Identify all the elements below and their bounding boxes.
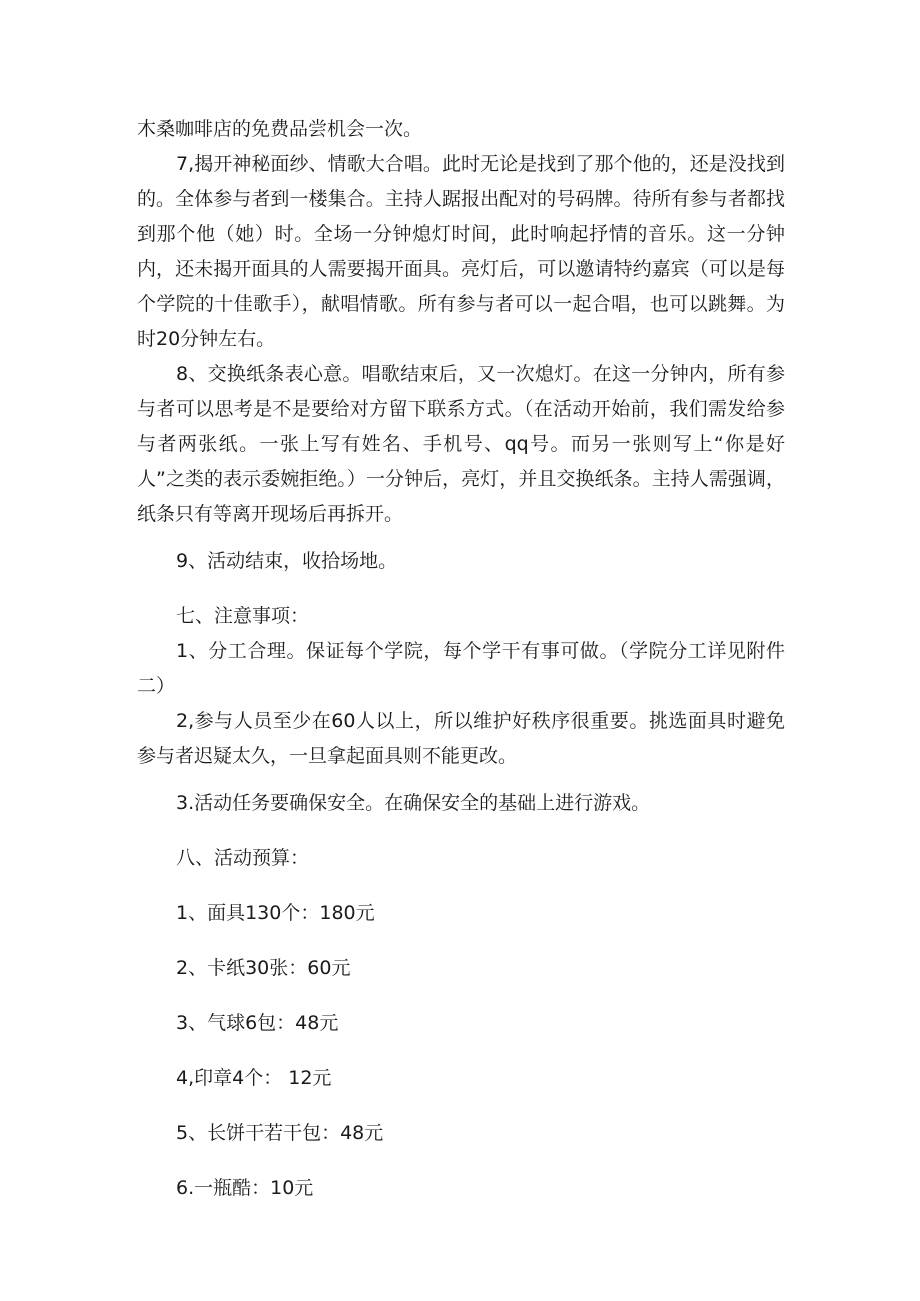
note-item-3: 3.活动任务要确保安全。在确保安全的基础上进行游戏。 [176,792,651,814]
note-item-2: 2,参与人员至少在60人以上，所以维护好秩序很重要。挑选面具时避免参与者迟疑太久，一旦拿起面具则不能更改。 [137,710,785,767]
budget-item-2: 2、卡纸30张：60元 [176,957,351,979]
budget-item-3: 3、气球6包：48元 [176,1012,339,1034]
budget-item-5: 5、长饼干若干包：48元 [176,1122,384,1144]
section-heading-budget: 八、活动预算： [176,847,310,869]
budget-item-1: 1、面具130个：180元 [176,902,375,924]
section-heading-notes: 七、注意事项： [176,605,310,627]
budget-item-4: 4,印章4个： 12元 [176,1067,332,1089]
note-item-1: 1、分工合理。保证每个学院，每个学干有事可做。（学院分工详见附件二） [137,640,785,697]
paragraph-continuation: 木桑咖啡店的免费品尝机会一次。 [137,118,423,140]
paragraph-step-7: 7,揭开神秘面纱、情歌大合唱。此时无论是找到了那个他的，还是没找到的。全体参与者到一楼集合。主持人踞报出配对的号码牌。待所有参与者都找到那个他（她）时。全场一分钟熄灯时间，此时响起抒情的音乐。这一分钟内，还未揭开面具的人需要揭开面具。亮灯后，可以邀请特约嘉宾（可以是每个学院的十佳歌手），献唱情歌。所有参与者可以一起合唱，也可以跳舞。为时20分钟左右。 [137,153,785,350]
budget-item-6: 6.一瓶酷：10元 [176,1177,314,1199]
document-body [137,112,785,1206]
paragraph-step-9: 9、活动结束，收拾场地。 [176,550,398,572]
paragraph-step-8: 8、交换纸条表心意。唱歌结束后，又一次熄灯。在这一分钟内，所有参与者可以思考是不是要给对方留下联系方式。（在活动开始前，我们需发给参与者两张纸。一张上写有姓名、手机号、qq号。而另一张则写上“你是好人”之类的表示委婉拒绝。）一分钟后，亮灯，并且交换纸条。主持人需强调，纸条只有等离开现场后再拆开。 [137,363,785,525]
